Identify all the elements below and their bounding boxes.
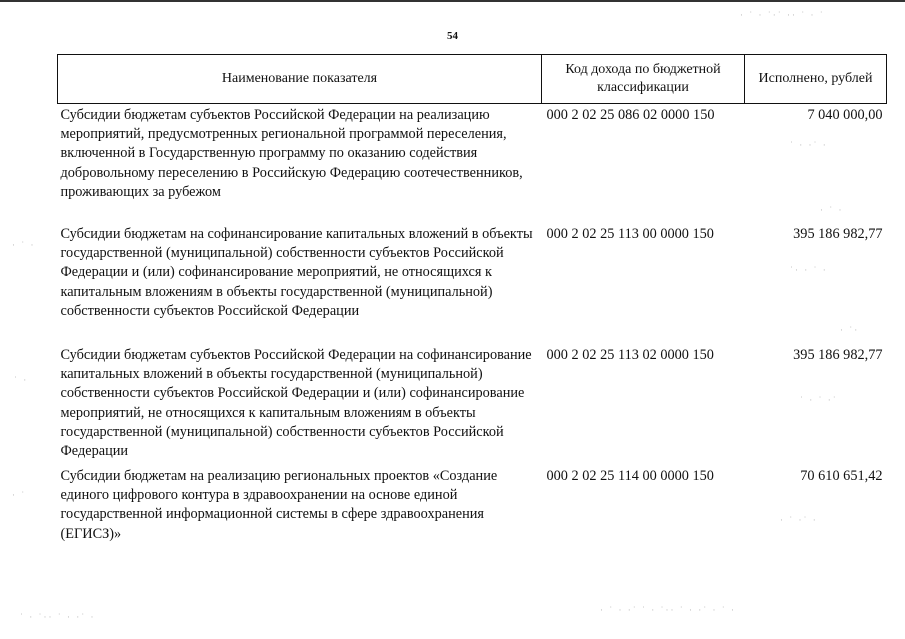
scan-noise-right: ˙ · ˙ ·˙ <box>800 395 838 405</box>
page-number: 54 <box>447 30 458 42</box>
scan-noise-right: · ˙ · <box>820 205 844 215</box>
revenue-code: 000 2 02 25 113 00 0000 150 <box>546 226 714 242</box>
table-row <box>58 104 887 226</box>
scan-noise-bottom: · ˙ · ·˙ ˙ · ˙·· ˙ · ·˙ · ˙ · <box>600 605 736 615</box>
table-header <box>58 55 887 104</box>
scan-noise-right: ˙· · ˙ · <box>790 265 828 275</box>
scan-noise-top-right: · ˙ · ˙·˙ ·· ˙ · ˙ <box>740 10 825 20</box>
table-row <box>58 346 887 467</box>
scan-noise-left: · ˙ <box>12 490 27 500</box>
scan-noise-bottom: ˙ · ˙·· ˙ · ·˙ · <box>20 612 96 622</box>
scan-noise-right: · ˙· <box>840 325 860 335</box>
scan-noise-left: · ˙ · <box>12 240 36 250</box>
scan-noise-right: · ˙ ·˙ · <box>780 515 818 525</box>
executed-amount: 70 610 651,42 <box>800 468 883 484</box>
column-header-code: Код дохода по бюджетной классификации <box>542 55 745 104</box>
indicator-name: Субсидии бюджетам субъектов Российской Федерации на реализацию мероприятий, предусмотренных региональной программой переселения, включенной в Государственную программу по оказанию содействия добровольному переселению в Российскую Федерацию соотечественников, проживающих за рубежом <box>60 107 523 200</box>
column-header-amount: Исполнено, рублей <box>745 55 887 104</box>
indicator-name: Субсидии бюджетам на реализацию региональных проектов «Создание единого цифрового контура в здравоохранении на основе единой государственной информационной системы в сфере здравоохранения (ЕГИСЗ)» <box>60 468 498 542</box>
budget-revenue-table <box>57 54 887 547</box>
scan-noise-left: ˙ · <box>14 375 29 385</box>
executed-amount: 7 040 000,00 <box>807 107 883 123</box>
scan-noise-right: ˙ · ·˙ · <box>790 140 828 150</box>
indicator-name: Субсидии бюджетам на софинансирование капитальных вложений в объекты государственной (муниципальной) собственности субъектов Российской Федерации и (или) софинансирование мероприятий, не относящихся к капитальным вложениям в объекты государственной (муниципальной) собственности субъектов Российской Федерации <box>60 226 533 319</box>
revenue-code: 000 2 02 25 113 02 0000 150 <box>546 347 714 363</box>
column-header-name: Наименование показателя <box>58 55 542 104</box>
executed-amount: 395 186 982,77 <box>793 347 883 363</box>
revenue-code: 000 2 02 25 114 00 0000 150 <box>546 468 714 484</box>
scan-top-edge <box>0 0 905 2</box>
indicator-name: Субсидии бюджетам субъектов Российской Федерации на софинансирование капитальных вложений в объекты государственной (муниципальной) собственности субъектов Российской Федерации и (или) софинансирование мероприятий, не относящихся к капитальным вложениям в объекты государственной (муниципальной) собственности субъектов Российской Федерации <box>60 347 532 460</box>
header-row <box>58 55 887 104</box>
revenue-code: 000 2 02 25 086 02 0000 150 <box>546 107 715 123</box>
table-body <box>58 104 887 548</box>
executed-amount: 395 186 982,77 <box>793 226 883 242</box>
table-row <box>58 467 887 547</box>
table-row <box>58 225 887 346</box>
